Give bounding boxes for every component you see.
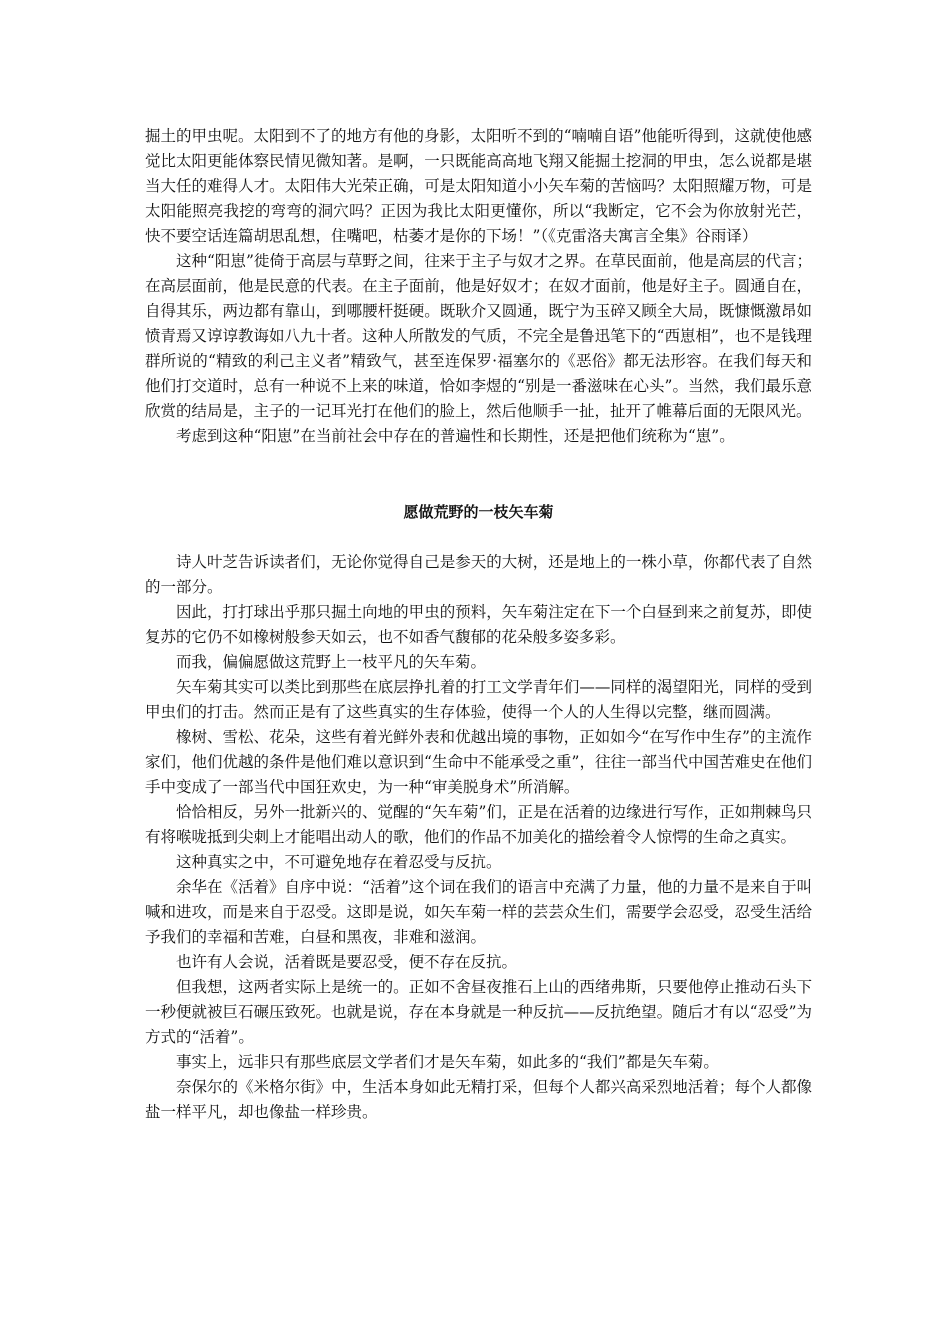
section-spacer <box>145 449 812 500</box>
section-title: 愿做荒野的一枝矢车菊 <box>403 503 554 521</box>
paragraph: 这种“阳崽”徙倚于高层与草野之间，往来于主子与奴才之界。在草民面前，他是高层的代言；在高层面前，他是民意的代表。在主子面前，他是好奴才；在奴才面前，他是好主子。圆通自在，自得其乐，两边都有靠山，到哪腰杆挺硬。既耿介又圆通，既宁为玉碎又顾全大局，既慷慨激昂如愤青焉又谆谆教诲如八九十者。这种人所散发的气质，不完全是鲁迅笔下的“西崽相”，也不是钱理群所说的“精致的利己主义者”精致气，甚至连保罗·福塞尔的《恶俗》都无法形容。在我们每天和他们打交道时，总有一种说不上来的味道，恰如李煜的“别是一番滋味在心头”。当然，我们最乐意欣赏的结局是，主子的一记耳光打在他们的脸上，然后他顺手一扯，扯开了帷幕后面的无限风光。 <box>145 252 812 420</box>
paragraph: 矢车菊其实可以类比到那些在底层挣扎着的打工文学青年们——同样的渴望阳光，同样的受到甲虫们的打击。然而正是有了这些真实的生存体验，使得一个人的人生得以完整，继而圆满。 <box>145 678 812 721</box>
paragraph: 余华在《活着》自序中说：“活着”这个词在我们的语言中充满了力量，他的力量不是来自于叫喊和进攻，而是来自于忍受。这即是说，如矢车菊一样的芸芸众生们，需要学会忍受，忍受生活给予我们的幸福和苦难，白昼和黑夜，非难和滋润。 <box>145 878 812 946</box>
paragraph: 而我，偏偏愿做这荒野上一枝平凡的矢车菊。 <box>176 653 487 671</box>
paragraph: 考虑到这种“阳崽”在当前社会中存在的普遍性和长期性，还是把他们统称为“崽”。 <box>176 427 735 445</box>
paragraph: 这种真实之中，不可避免地存在着忍受与反抗。 <box>176 853 502 871</box>
paragraph: 诗人叶芝告诉读者们，无论你觉得自己是参天的大树，还是地上的一株小草，你都代表了自然的一部分。 <box>145 553 812 596</box>
document-page <box>145 124 812 1125</box>
paragraph: 但我想，这两者实际上是统一的。正如不舍昼夜推石上山的西绪弗斯，只要他停止推动石头下一秒便就被巨石碾压致死。也就是说，存在本身就是一种反抗——反抗绝望。随后才有以“忍受”为方式的“活着”。 <box>145 978 812 1046</box>
paragraph: 橡树、雪松、花朵，这些有着光鲜外表和优越出境的事物，正如如今“在写作中生存”的主流作家们，他们优越的条件是他们难以意识到“生命中不能承受之重”，往往一部当代中国苦难史在他们手中变成了一部当代中国狂欢史，为一种“审美脱身术”所消解。 <box>145 728 812 796</box>
paragraph: 恰恰相反，另外一批新兴的、觉醒的“矢车菊”们，正是在活着的边缘进行写作，正如荆棘鸟只有将喉咙抵到尖刺上才能唱出动人的歌，他们的作品不加美化的描绘着令人惊愕的生命之真实。 <box>145 803 812 846</box>
paragraph: 事实上，远非只有那些底层文学者们才是矢车菊，如此多的“我们”都是矢车菊。 <box>176 1053 719 1071</box>
title-spacer <box>145 525 812 550</box>
paragraph: 掘土的甲虫呢。太阳到不了的地方有他的身影，太阳听不到的“喃喃自语”他能听得到，这就使他感觉比太阳更能体察民情见微知著。是啊，一只既能高高地飞翔又能掘土挖洞的甲虫，怎么说都是堪当大任的难得人才。太阳伟大光荣正确，可是太阳知道小小矢车菊的苦恼吗？太阳照耀万物，可是太阳能照亮我挖的弯弯的洞穴吗？正因为我比太阳更懂你，所以“我断定，它不会为你放射光芒，快不要空话连篇胡思乱想，住嘴吧，枯萎才是你的下场！”（《克雷洛夫寓言全集》谷雨译） <box>145 127 812 245</box>
paragraph: 也许有人会说，活着既是要忍受，便不存在反抗。 <box>176 953 518 971</box>
paragraph: 奈保尔的《米格尔街》中，生活本身如此无精打采，但每个人都兴高采烈地活着；每个人都像盐一样平凡，却也像盐一样珍贵。 <box>145 1078 812 1121</box>
paragraph: 因此，打打球出乎那只掘土向地的甲虫的预料，矢车菊注定在下一个白昼到来之前复苏，即使复苏的它仍不如橡树般参天如云，也不如香气馥郁的花朵般多姿多彩。 <box>145 603 812 646</box>
